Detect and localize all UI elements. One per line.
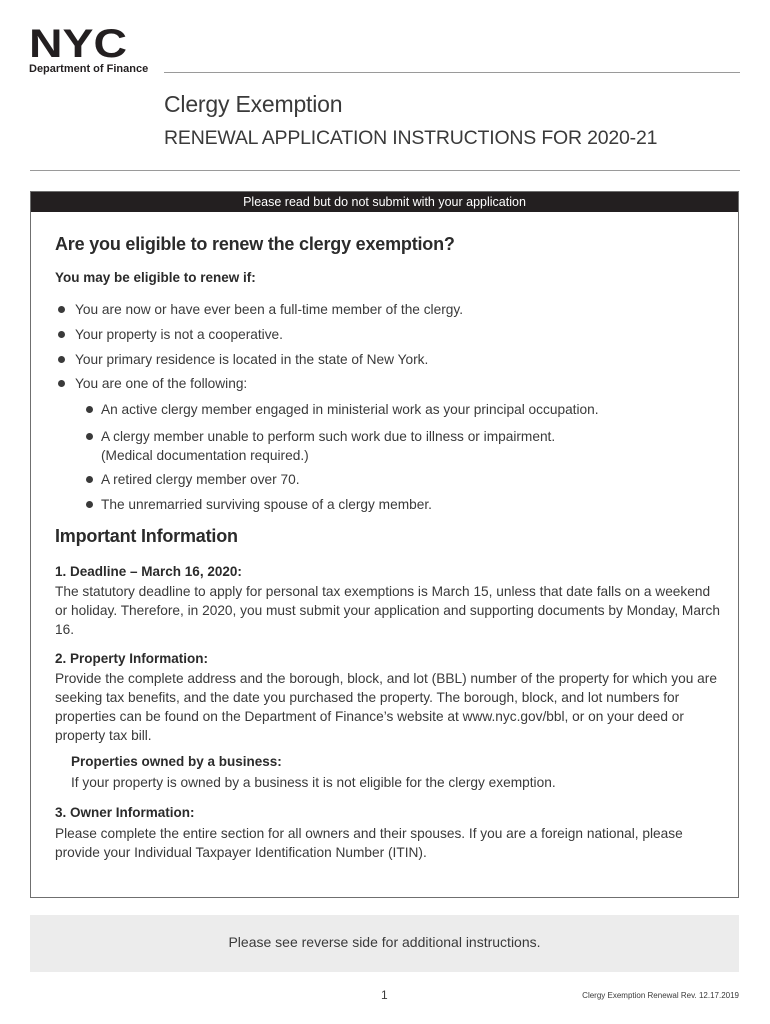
list-item: You are one of the following: — [55, 374, 715, 400]
bullet-icon — [86, 433, 93, 440]
list-item: Your property is not a cooperative. — [55, 325, 715, 350]
footer-note: Please see reverse side for additional instructions. — [228, 934, 541, 950]
bullet-icon — [86, 476, 93, 483]
eligibility-intro: You may be eligible to renew if: — [55, 270, 256, 285]
footer-note-box — [30, 915, 739, 972]
sub-list-item: A clergy member unable to perform such work due to illness or impairment. (Medical documentation required.) — [55, 427, 715, 470]
sub-list-item: A retired clergy member over 70. — [55, 470, 715, 495]
nyc-logo — [29, 27, 129, 61]
list-item: You are now or have ever been a full-time member of the clergy. — [55, 300, 715, 325]
bullet-icon — [58, 380, 65, 387]
notice-banner: Please read but do not submit with your application — [31, 192, 738, 212]
sub-list-item: The unremarried surviving spouse of a clergy member. — [55, 495, 715, 517]
bullet-icon — [58, 306, 65, 313]
eligibility-heading: Are you eligible to renew the clergy exemption? — [55, 234, 455, 254]
header-divider — [164, 72, 740, 73]
property-text: Provide the complete address and the borough, block, and lot (BBL) number of the property for which you are seeking tax benefits, and the date you purchased the property. The borough, block, and lot numbers for properties can be found on the Department of Finance’s website at www.nyc.gov/bbl, or on your deed or property tax bill. — [55, 671, 717, 743]
important-heading: Important Information — [55, 526, 238, 546]
bullet-icon — [86, 501, 93, 508]
bullet-icon — [58, 356, 65, 363]
sub-list-container — [55, 400, 715, 517]
instructions-box — [30, 191, 739, 898]
list-item: Your primary residence is located in the state of New York. — [55, 350, 715, 374]
title-divider — [30, 170, 740, 171]
page-subtitle: RENEWAL APPLICATION INSTRUCTIONS FOR 2020-21 — [164, 127, 658, 149]
sub-list — [55, 400, 715, 517]
sub-list-item-note: (Medical documentation required.) — [101, 448, 309, 463]
deadline-text: The statutory deadline to apply for personal tax exemptions is March 15, unless that date falls on a weekend or holiday. Therefore, in 2020, you must submit your application and supporting documents by Monday, March 16. — [55, 584, 720, 637]
department-name: Department of Finance — [29, 63, 149, 75]
owner-heading: 3. Owner Information: — [55, 805, 195, 820]
revision-label: Clergy Exemption Renewal Rev. 12.17.2019 — [582, 991, 739, 1000]
deadline-heading: 1. Deadline – March 16, 2020: — [55, 564, 242, 579]
sub-list-item: An active clergy member engaged in ministerial work as your principal occupation. — [55, 400, 715, 427]
business-text: If your property is owned by a business it is not eligible for the clergy exemption. — [71, 775, 556, 790]
bullet-icon — [86, 406, 93, 413]
page-title: Clergy Exemption — [164, 91, 343, 117]
business-heading: Properties owned by a business: — [71, 754, 282, 769]
eligibility-list — [55, 300, 715, 517]
nyc-logo-text: NYC — [29, 27, 127, 61]
property-heading: 2. Property Information: — [55, 651, 209, 666]
bullet-icon — [58, 331, 65, 338]
owner-text: Please complete the entire section for all owners and their spouses. If you are a foreign national, please provide your Individual Taxpayer Identification Number (ITIN). — [55, 826, 683, 860]
page-number: 1 — [381, 988, 388, 1002]
